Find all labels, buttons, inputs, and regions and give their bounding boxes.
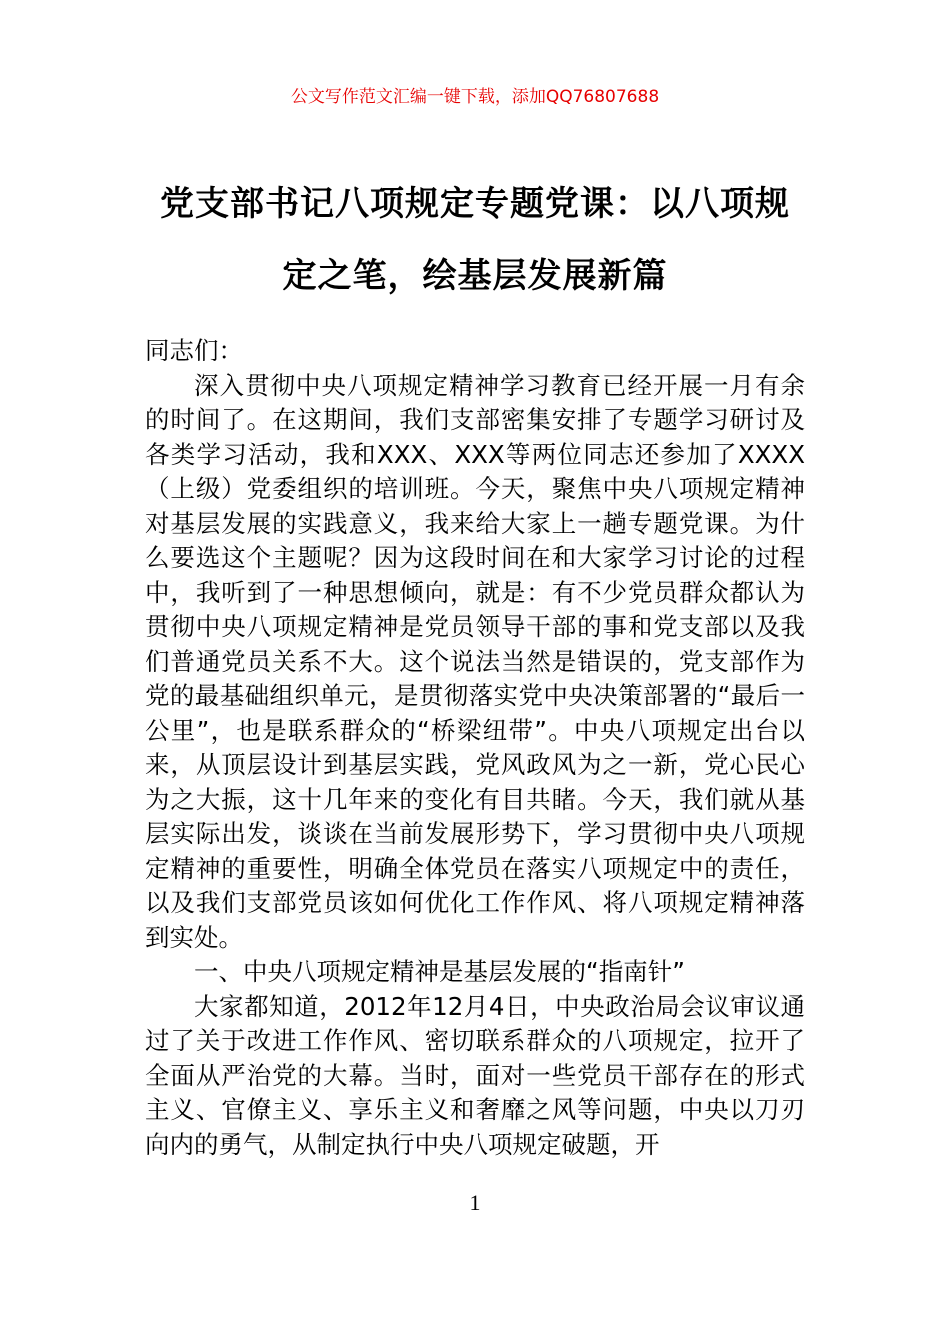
title-line-1: 党支部书记八项规定专题党课：以八项规 — [160, 184, 790, 224]
title-line-2: 定之笔，绘基层发展新篇 — [282, 256, 668, 296]
paragraph: 大家都知道，2012年12月4日，中央政治局会议审议通过了关于改进工作作风、密切联系群众的八项规定，拉开了全面从严治党的大幕。当时，面对一些党员干部存在的形式主义、官僚主义、享乐主义和奢靡之风等问题，中央以刀刃向内的勇气，从制定执行中央八项规定破题，开 — [145, 991, 805, 1159]
document-title — [145, 168, 805, 312]
download-banner: 公文写作范文汇编一键下载，添加QQ76807688 — [290, 87, 660, 107]
section-heading: 一、中央八项规定精神是基层发展的“指南针” — [194, 957, 685, 986]
salutation: 同志们： — [145, 336, 243, 365]
paragraph: 深入贯彻中央八项规定精神学习教育已经开展一月有余的时间了。在这期间，我们支部密集安排了专题学习研讨及各类学习活动，我和XXX、XXX等两位同志还参加了XXXX（上级）党委组织的培训班。今天，聚焦中央八项规定精神对基层发展的实践意义，我来给大家上一趟专题党课。为什么要选这个主题呢？因为这段时间在和大家学习讨论的过程中，我听到了一种思想倾向，就是：有不少党员群众都认为贯彻中央八项规定精神是党员领导干部的事和党支部以及我们普通党员关系不大。这个说法当然是错误的，党支部作为党的最基础组织单元，是贯彻落实党中央决策部署的“最后一公里”，也是联系群众的“桥梁纽带”。中央八项规定出台以来，从顶层设计到基层实践，党风政风为之一新，党心民心为之大振，这十几年来的变化有目共睹。今天，我们就从基层实际出发，谈谈在当前发展形势下，学习贯彻中央八项规定精神的重要性，明确全体党员在落实八项规定中的责任，以及我们支部党员该如何优化工作作风、将八项规定精神落到实处。 — [145, 370, 805, 952]
document-body — [145, 334, 805, 1162]
page-number: 1 — [469, 1190, 481, 1215]
